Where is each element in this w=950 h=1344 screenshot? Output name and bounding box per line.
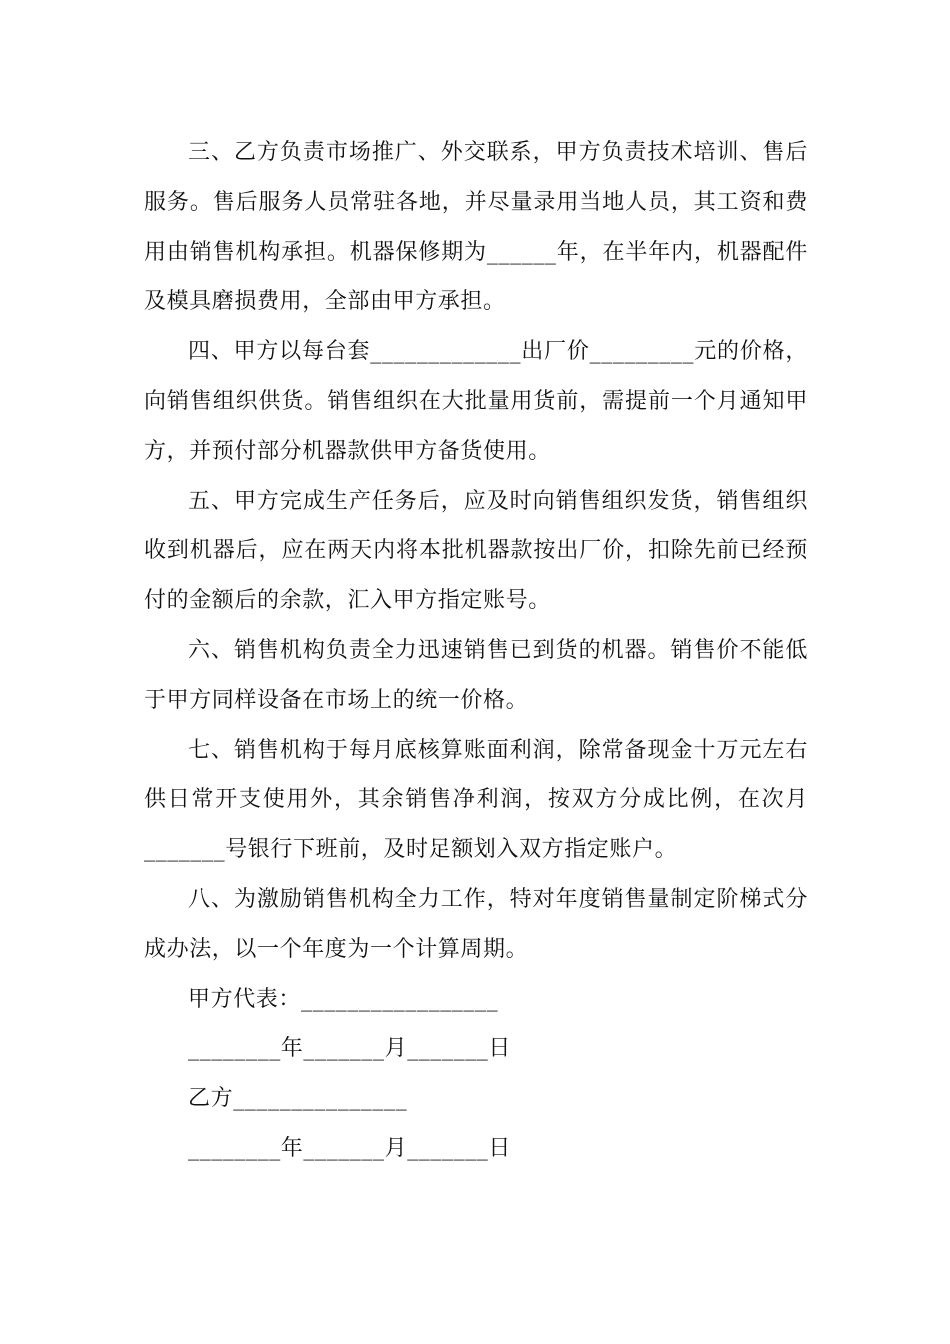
signature-block [144, 975, 808, 1174]
clause-four: 四、甲方以每台套_____________出厂价_________元的价格，向销售组织供货。销售组织在大批量用货前，需提前一个月通知甲方，并预付部分机器款供甲方备货使用。 [144, 339, 808, 464]
clause-seven: 七、销售机构于每月底核算账面利润，除常备现金十万元左右供日常开支使用外，其余销售净利润，按双方分成比例，在次月_______号银行下班前，及时足额划入双方指定账户。 [144, 737, 808, 863]
party-a-representative: 甲方代表：_________________ [188, 986, 499, 1012]
clause-five: 五、甲方完成生产任务后，应及时向销售组织发货，销售组织收到机器后，应在两天内将本批机器款按出厂价，扣除先前已经预付的金额后的余款，汇入甲方指定账号。 [144, 488, 808, 614]
party-b: 乙方_______________ [188, 1086, 408, 1112]
party-a-date: ________年_______月_______日 [188, 1036, 511, 1062]
clause-three: 三、乙方负责市场推广、外交联系，甲方负责技术培训、售后服务。售后服务人员常驻各地，并尽量录用当地人员，其工资和费用由销售机构承担。机器保修期为______年，在半年内，机器配件及模具磨损费用，全部由甲方承担。 [144, 140, 808, 315]
document-page [144, 128, 808, 1174]
clause-eight: 八、为激励销售机构全力工作，特对年度销售量制定阶梯式分成办法，以一个年度为一个计算周期。 [144, 886, 808, 962]
clause-six: 六、销售机构负责全力迅速销售已到货的机器。销售价不能低于甲方同样设备在市场上的统一价格。 [144, 637, 808, 713]
party-b-date: ________年_______月_______日 [188, 1135, 511, 1161]
